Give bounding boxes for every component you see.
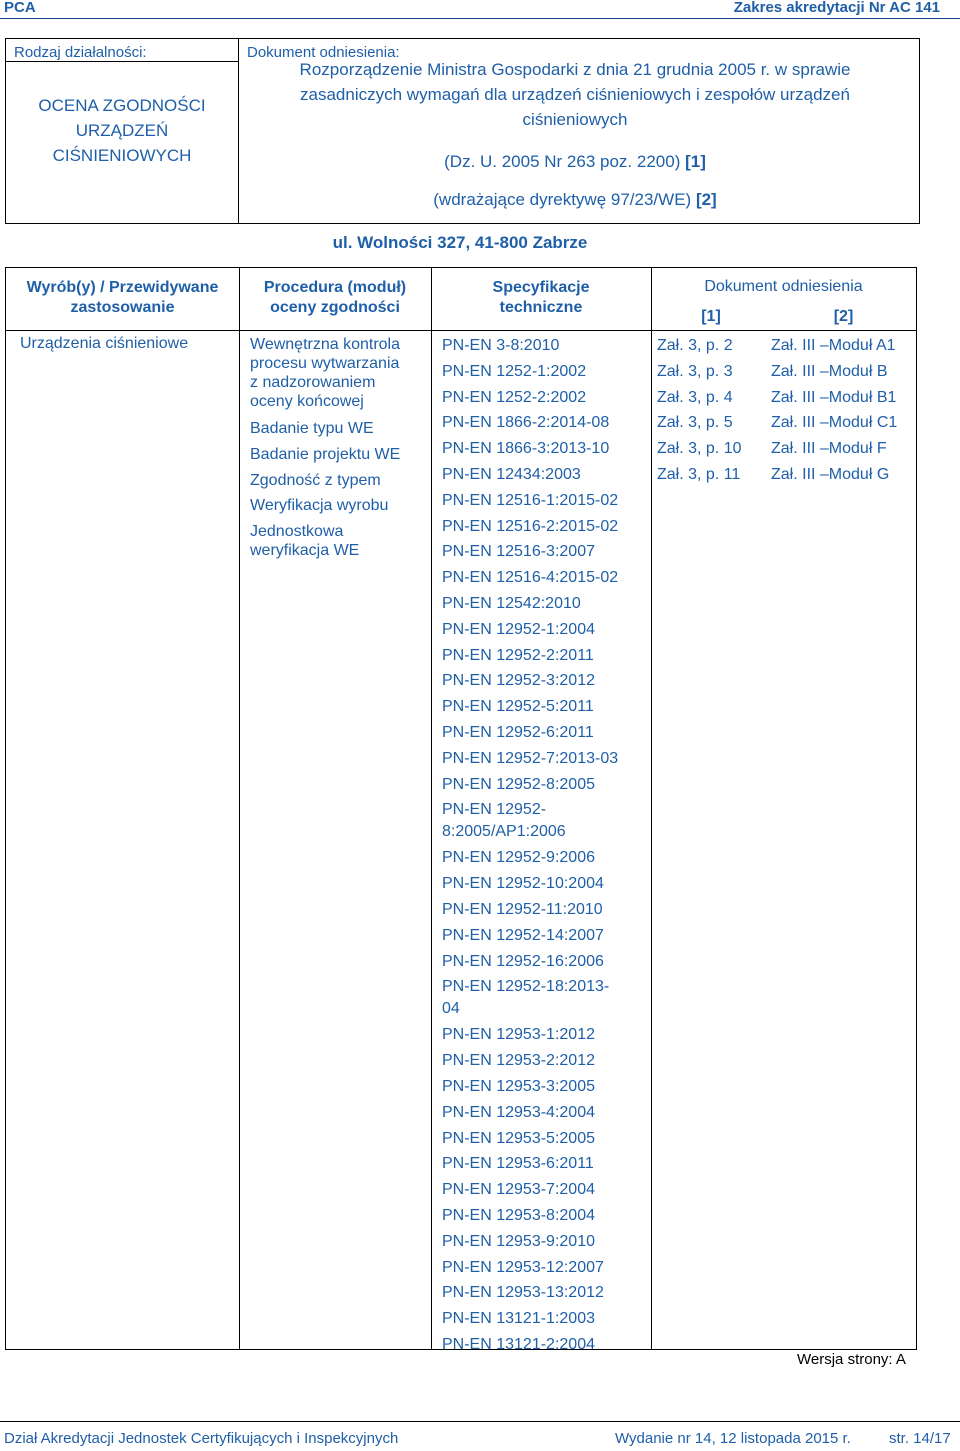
- spec-item: PN-EN 12952-8:2005: [442, 775, 595, 793]
- ref2-item: Zał. III –Moduł F: [771, 440, 887, 458]
- spec-item: PN-EN 12952-10:2004: [442, 875, 604, 893]
- page-footer: [0, 1421, 960, 1447]
- ref1-item: Zał. 3, p. 5: [657, 414, 733, 432]
- spec-item: PN-EN 12952-3:2012: [442, 672, 595, 690]
- ref2-item: Zał. III –Moduł G: [771, 465, 890, 483]
- procedure-list: [250, 335, 430, 560]
- spec-item: PN-EN 1866-3:2013-10: [442, 440, 610, 458]
- column-divider: [431, 268, 432, 1349]
- header-divider: [6, 330, 916, 331]
- spec-item: PN-EN 12953-6:2011: [442, 1155, 594, 1173]
- spec-item: PN-EN 12953-4:2004: [442, 1103, 595, 1121]
- col-procedure-header: Procedura (moduł) oceny zgodności: [263, 279, 407, 316]
- ref1-item: Zał. 3, p. 3: [657, 362, 733, 380]
- spec-item: PN-EN 1252-2:2002: [442, 388, 587, 406]
- header-scope-title: Zakres akredytacji Nr AC 141: [733, 0, 940, 16]
- footer-department: Dział Akredytacji Jednostek Certyfikujących i Inspekcyjnych: [4, 1430, 399, 1447]
- procedure-item: Wewnętrzna kontrola procesu wytwarzania z nadzorowaniem oceny końcowej: [250, 336, 400, 410]
- spec-item: PN-EN 12952-7:2013-03: [442, 749, 619, 767]
- divider: [6, 61, 239, 62]
- ref2-item: Zał. III –Moduł B: [771, 362, 888, 380]
- footer-page-number: str. 14/17: [889, 1430, 951, 1447]
- spec-item: PN-EN 12516-1:2015-02: [442, 491, 619, 509]
- spec-item: PN-EN 12516-3:2007: [442, 543, 595, 561]
- page-header: [0, 0, 960, 19]
- ref2-item: Zał. III –Moduł C1: [771, 414, 898, 432]
- ref1-item: Zał. 3, p. 2: [657, 337, 733, 354]
- spec-item: PN-EN 12952-2:2011: [442, 646, 594, 664]
- reference-doc-label: Dokument odniesienia:: [247, 44, 400, 61]
- header-org: PCA: [4, 0, 36, 16]
- spec-item: PN-EN 12953-9:2010: [442, 1232, 595, 1250]
- procedure-item: Jednostkowa weryfikacja WE: [250, 523, 360, 560]
- product-cell: Urządzenia ciśnieniowe: [20, 335, 189, 352]
- procedure-item: Weryfikacja wyrobu: [250, 497, 389, 515]
- spec-item: PN-EN 3-8:2010: [442, 337, 560, 354]
- spec-item: PN-EN 1866-2:2014-08: [442, 414, 610, 432]
- ref2-list: [771, 333, 897, 488]
- spec-item: PN-EN 12953-5:2005: [442, 1129, 595, 1147]
- footer-edition: Wydanie nr 14, 12 listopada 2015 r.: [615, 1430, 851, 1447]
- activity-type: OCENA ZGODNOŚCI URZĄDZEŃ CIŚNIENIOWYCH: [38, 96, 206, 165]
- spec-item: PN-EN 1252-1:2002: [442, 362, 587, 380]
- procedure-item: Badanie projektu WE: [250, 445, 401, 463]
- spec-item: PN-EN 12952-1:2004: [442, 620, 595, 638]
- spec-item: PN-EN 12516-4:2015-02: [442, 569, 619, 587]
- spec-item: PN-EN 13121-2:2004: [442, 1335, 595, 1353]
- ref1-list: [657, 333, 742, 488]
- spec-list: [442, 333, 637, 1358]
- spec-item: PN-EN 12952-18:2013- 04: [442, 978, 610, 1018]
- procedure-item: Badanie typu WE: [250, 420, 374, 437]
- ref1-subheader: [1]: [701, 308, 721, 325]
- spec-item: PN-EN 12953-13:2012: [442, 1284, 604, 1302]
- spec-item: PN-EN 12542:2010: [442, 594, 581, 612]
- spec-item: PN-EN 12953-3:2005: [442, 1077, 595, 1095]
- procedure-item: Zgodność z typem: [250, 471, 381, 489]
- ref2-item: Zał. III –Moduł A1: [771, 337, 896, 354]
- spec-item: PN-EN 12516-2:2015-02: [442, 517, 619, 535]
- spec-item: PN-EN 12952-5:2011: [442, 698, 594, 716]
- col-spec-header: Specyfikacje techniczne: [492, 279, 590, 316]
- spec-item: PN-EN 12434:2003: [442, 465, 581, 483]
- spec-item: PN-EN 12953-2:2012: [442, 1052, 595, 1070]
- ref1-item: Zał. 3, p. 4: [657, 388, 733, 406]
- spec-item: PN-EN 12953-7:2004: [442, 1181, 595, 1199]
- column-divider: [239, 268, 240, 1349]
- ref1-item: Zał. 3, p. 10: [657, 440, 742, 458]
- ref1-item: Zał. 3, p. 11: [657, 465, 741, 483]
- address: ul. Wolności 327, 41-800 Zabrze: [332, 233, 588, 252]
- spec-item: PN-EN 12952-9:2006: [442, 849, 595, 867]
- divider: [238, 39, 239, 223]
- column-divider: [651, 268, 652, 1349]
- journal-reference: (Dz. U. 2005 Nr 263 poz. 2200) [1]: [444, 152, 706, 171]
- spec-item: PN-EN 12953-1:2012: [442, 1026, 595, 1044]
- spec-item: PN-EN 12952-6:2011: [442, 723, 594, 741]
- col-product-header: Wyrób(y) / Przewidywane zastosowanie: [26, 279, 219, 316]
- spec-item: PN-EN 12953-8:2004: [442, 1206, 595, 1224]
- spec-item: PN-EN 12952-11:2010: [442, 900, 603, 918]
- spec-item: PN-EN 12952-14:2007: [442, 926, 604, 944]
- col-refdoc-header: Dokument odniesienia: [704, 278, 863, 295]
- page-version: Wersja strony: A: [797, 1351, 906, 1368]
- regulation-title: Rozporządzenie Ministra Gospodarki z dnia 21 grudnia 2005 r. w sprawie zasadniczych wymagań dla urządzeń ciśnieniowych i zespołów urządzeń ciśnieniowych: [299, 60, 851, 129]
- activity-type-label: Rodzaj działalności:: [14, 44, 147, 61]
- spec-item: PN-EN 12952- 8:2005/AP1:2006: [442, 801, 566, 841]
- directive-reference: (wdrażające dyrektywę 97/23/WE) [2]: [433, 190, 717, 209]
- spec-item: PN-EN 12953-12:2007: [442, 1258, 604, 1276]
- ref2-subheader: [2]: [833, 308, 854, 325]
- spec-item: PN-EN 13121-1:2003: [442, 1310, 595, 1328]
- spec-item: PN-EN 12952-16:2006: [442, 952, 604, 970]
- ref2-item: Zał. III –Moduł B1: [771, 388, 897, 406]
